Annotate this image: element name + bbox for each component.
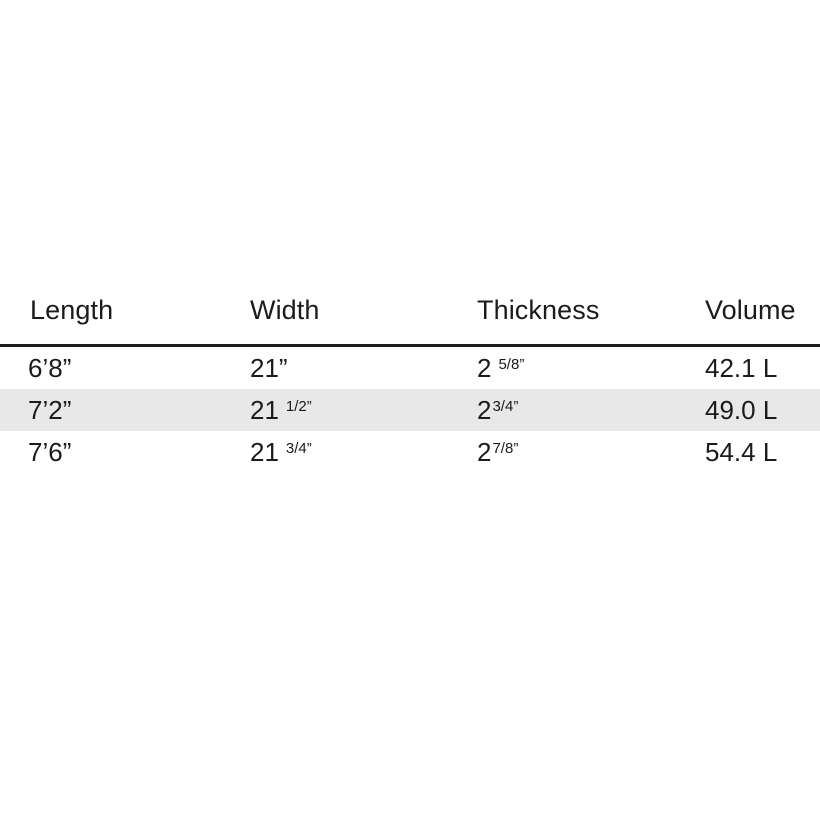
cell-volume: 54.4 L [705,437,778,467]
column-header-width: Width [250,295,320,325]
table-row [0,389,820,431]
cell-width-fraction: 3/4” [285,439,312,457]
cell-width-whole: 21” [250,353,288,383]
cell-length: 6’8” [28,353,72,383]
cell-width-whole: 21 [250,395,279,425]
cell-thickness-fraction: 7/8” [492,439,519,457]
cell-thickness [447,346,675,390]
cell-width-whole: 21 [250,437,279,467]
cell-volume: 42.1 L [705,353,778,383]
table-row [0,431,820,473]
cell-width [222,389,447,431]
cell-length: 7’6” [28,437,72,467]
cell-volume: 49.0 L [705,395,778,425]
table-body [0,346,820,474]
table-header-row [0,295,820,346]
table-header [0,295,820,346]
cell-thickness-whole: 2 [477,353,492,383]
board-dimensions-table [0,295,820,473]
cell-width-fraction: 1/2” [285,397,312,415]
table-row [0,346,820,390]
cell-thickness-whole: 2 [477,437,492,467]
cell-width [222,431,447,473]
cell-thickness [447,431,675,473]
column-header-volume: Volume [705,295,796,325]
cell-thickness [447,389,675,431]
column-header-thickness: Thickness [477,295,600,325]
cell-thickness-fraction: 5/8” [498,355,525,373]
cell-thickness-whole: 2 [477,395,492,425]
cell-width [222,346,447,390]
cell-thickness-fraction: 3/4” [492,397,519,415]
cell-length: 7’2” [28,395,72,425]
column-header-length: Length [30,295,114,325]
